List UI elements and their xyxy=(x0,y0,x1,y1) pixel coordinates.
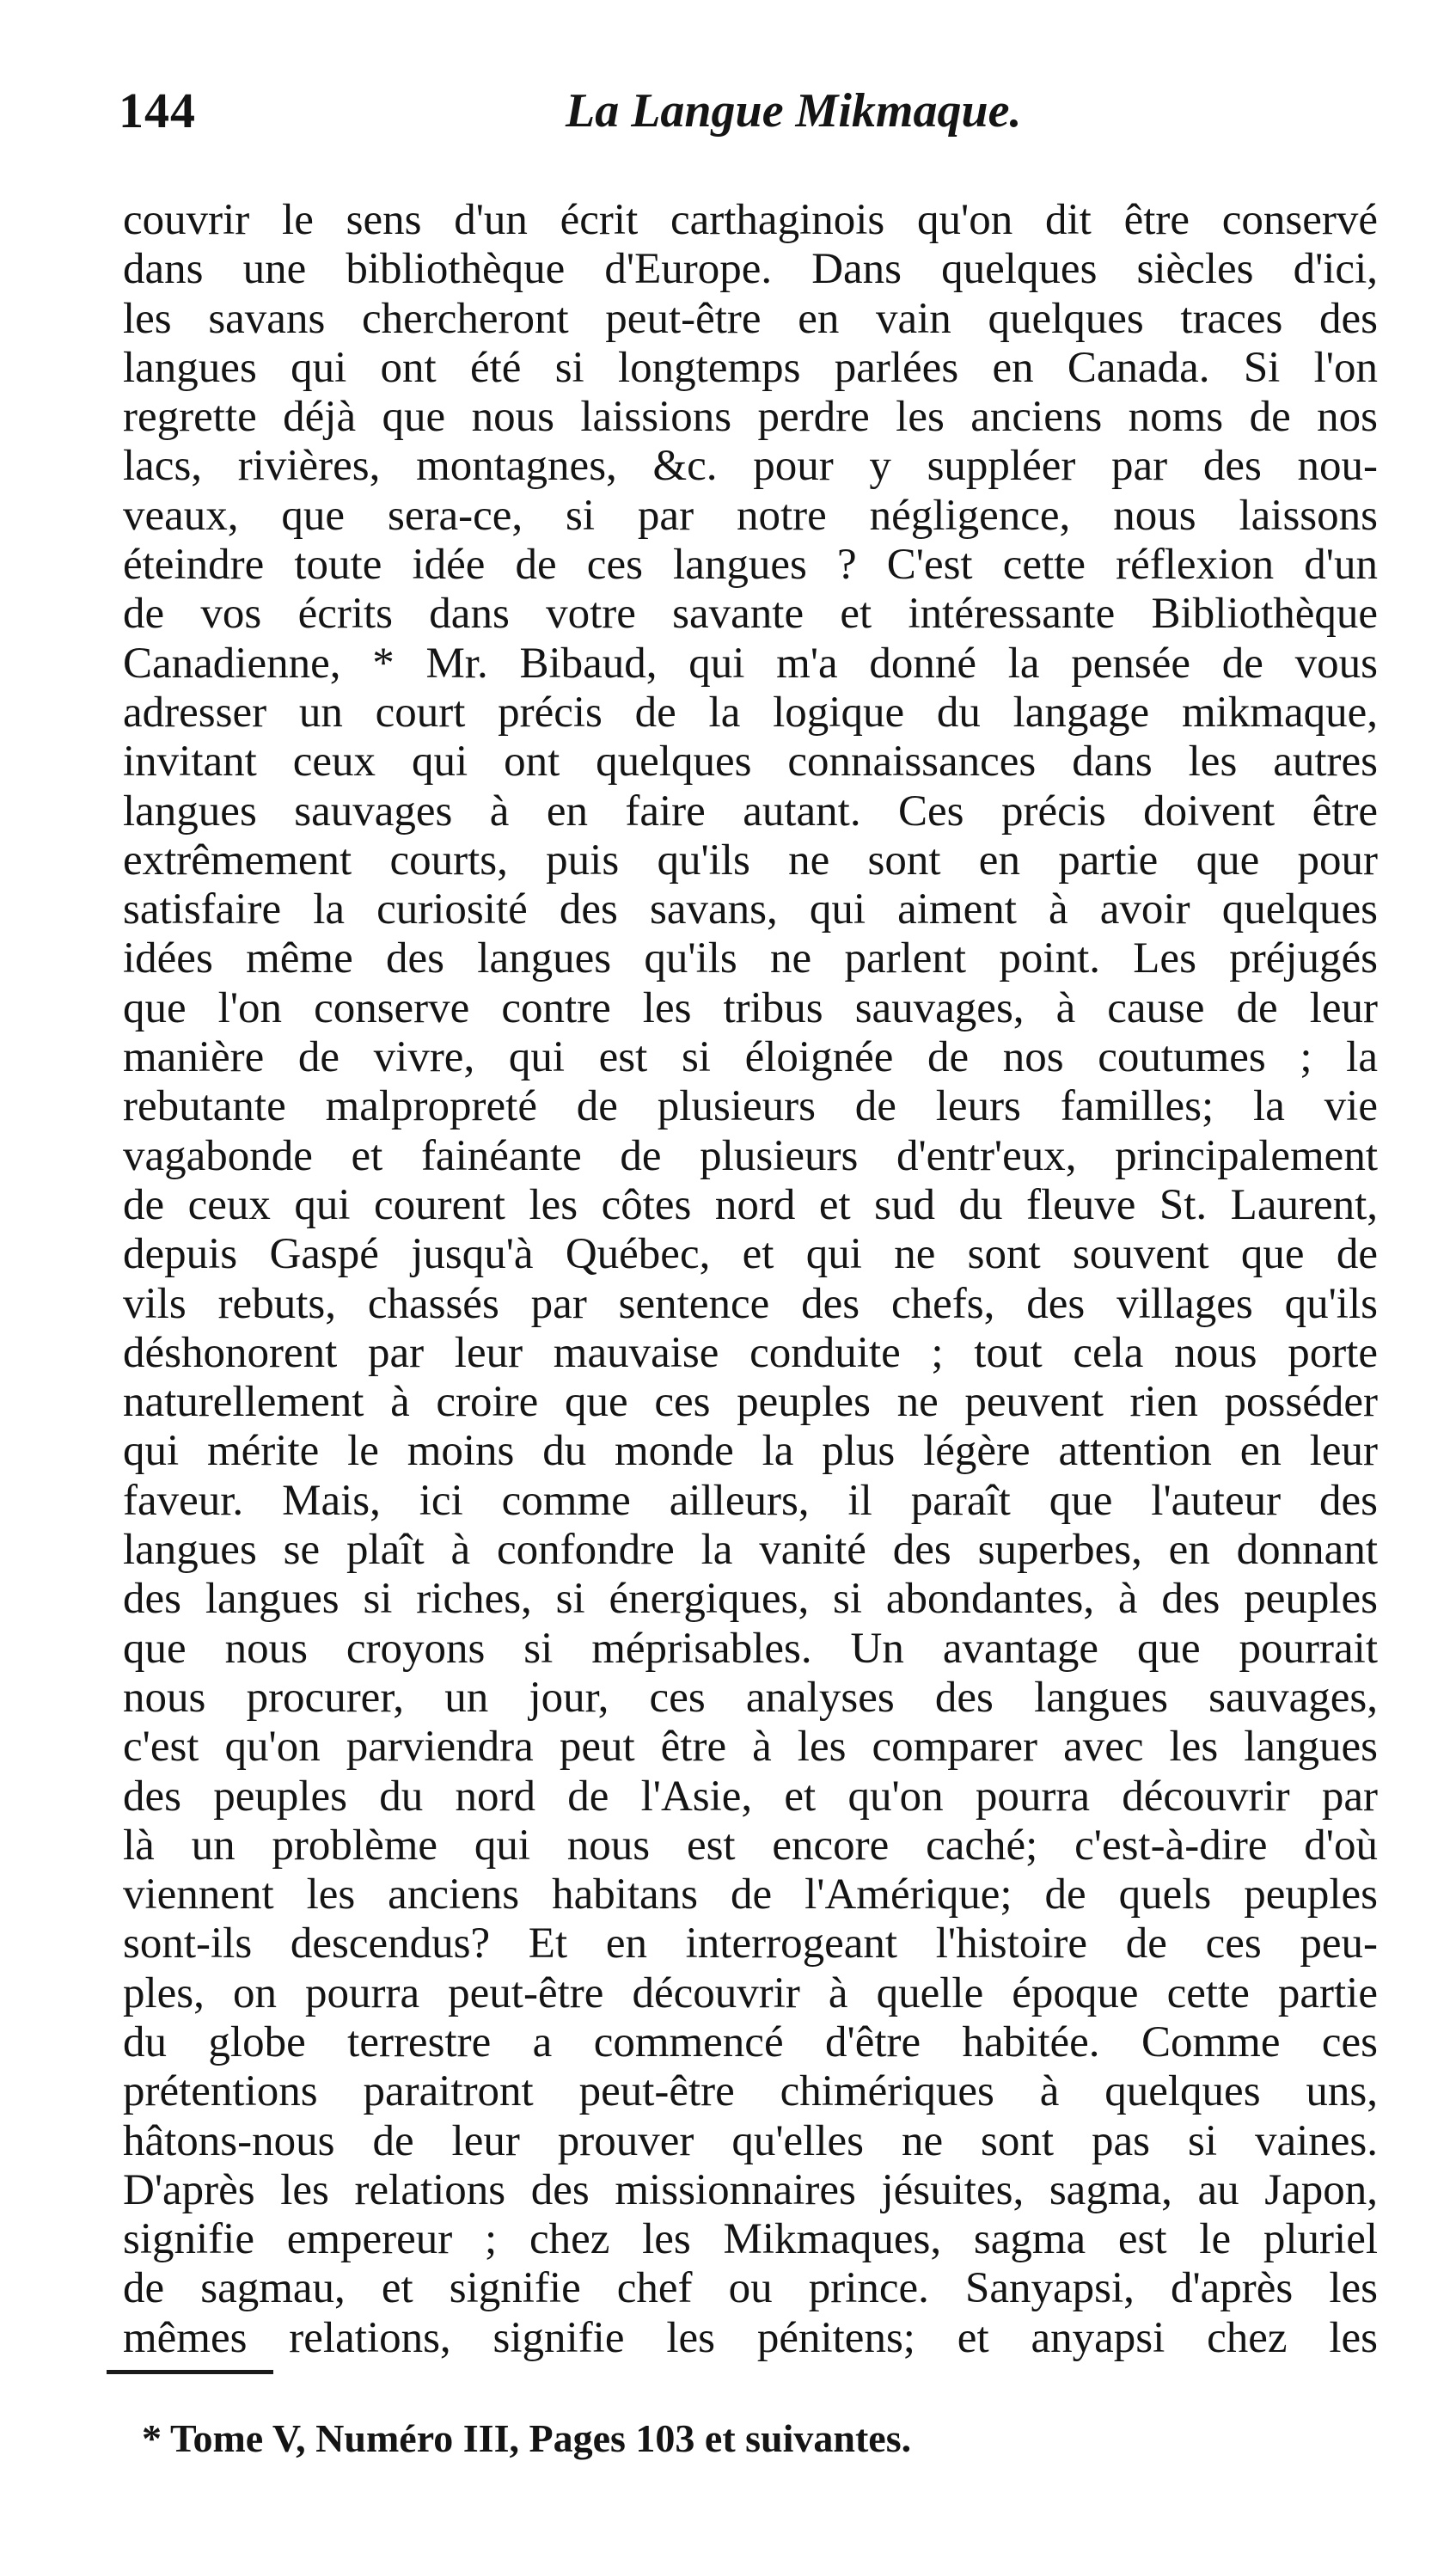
text-line: des langues si riches, si énergiques, si abondantes, à des peuples xyxy=(123,1575,1378,1624)
text-line: nous procurer, un jour, ces analyses des langues sauvages, xyxy=(123,1673,1378,1722)
footnote-rule xyxy=(107,2370,273,2374)
footnote xyxy=(142,2415,911,2461)
text-line: signifie empereur ; chez les Mikmaques, sagma est le pluriel xyxy=(123,2215,1378,2264)
running-header xyxy=(119,82,1408,150)
text-line: adresser un court précis de la logique du langage mikmaque, xyxy=(123,688,1378,737)
text-line: mêmes relations, signifie les pénitens; et anyapsi chez les xyxy=(123,2313,1378,2362)
text-line: qui mérite le moins du monde la plus légère attention en leur xyxy=(123,1427,1378,1476)
text-line: lacs, rivières, montagnes, &c. pour y suppléer par des nou- xyxy=(123,442,1378,491)
text-line: extrêmement courts, puis qu'ils ne sont en partie que pour xyxy=(123,836,1378,885)
text-line: depuis Gaspé jusqu'à Québec, et qui ne sont souvent que de xyxy=(123,1230,1378,1279)
footnote-marker: * xyxy=(142,2416,162,2460)
text-line: rebutante malpropreté de plusieurs de leurs familles; la vie xyxy=(123,1082,1378,1131)
text-line: idées même des langues qu'ils ne parlent point. Les préjugés xyxy=(123,934,1378,983)
text-line: veaux, que sera-ce, si par notre négligence, nous laissons xyxy=(123,491,1378,540)
text-line: viennent les anciens habitans de l'Amérique; de quels peuples xyxy=(123,1870,1378,1919)
footnote-text: Tome V, Numéro III, Pages 103 et suivantes. xyxy=(170,2416,912,2460)
text-line: invitant ceux qui ont quelques connaissances dans les autres xyxy=(123,738,1378,787)
text-line: regrette déjà que nous laissions perdre les anciens noms de nos xyxy=(123,393,1378,442)
text-line: Canadienne, * Mr. Bibaud, qui m'a donné la pensée de vous xyxy=(123,639,1378,688)
text-line: satisfaire la curiosité des savans, qui aiment à avoir quelques xyxy=(123,885,1378,934)
text-line: déshonorent par leur mauvaise conduite ; tout cela nous porte xyxy=(123,1328,1378,1377)
text-line: prétentions paraitront peut-être chimériques à quelques uns, xyxy=(123,2067,1378,2116)
text-line: éteindre toute idée de ces langues ? C'est cette réflexion d'un xyxy=(123,541,1378,590)
text-line: faveur. Mais, ici comme ailleurs, il paraît que l'auteur des xyxy=(123,1476,1378,1525)
text-line: vils rebuts, chassés par sentence des chefs, des villages qu'ils xyxy=(123,1279,1378,1328)
text-line: des peuples du nord de l'Asie, et qu'on pourra découvrir par xyxy=(123,1772,1378,1821)
text-line: du globe terrestre a commencé d'être habitée. Comme ces xyxy=(123,2017,1378,2066)
text-line: vagabonde et fainéante de plusieurs d'entr'eux, principalement xyxy=(123,1131,1378,1180)
text-line: langues sauvages à en faire autant. Ces précis doivent être xyxy=(123,787,1378,836)
text-line: de sagmau, et signifie chef ou prince. Sanyapsi, d'après les xyxy=(123,2264,1378,2313)
running-title: La Langue Mikmaque. xyxy=(566,84,1022,138)
text-line: c'est qu'on parviendra peut être à les comparer avec les langues xyxy=(123,1723,1378,1772)
text-line: que nous croyons si méprisables. Un avantage que pourrait xyxy=(123,1624,1378,1673)
page-number: 144 xyxy=(119,83,196,138)
text-line: ples, on pourra peut-être découvrir à quelle époque cette partie xyxy=(123,1968,1378,2017)
text-line: sont-ils descendus? Et en interrogeant l'histoire de ces peu- xyxy=(123,1919,1378,1968)
text-line: D'après les relations des missionnaires jésuites, sagma, au Japon, xyxy=(123,2165,1378,2214)
text-line: de ceux qui courent les côtes nord et sud du fleuve St. Laurent, xyxy=(123,1180,1378,1229)
text-line: de vos écrits dans votre savante et intéressante Bibliothèque xyxy=(123,590,1378,639)
text-line: hâtons-nous de leur prouver qu'elles ne sont pas si vaines. xyxy=(123,2116,1378,2165)
text-line: naturellement à croire que ces peuples ne peuvent rien posséder xyxy=(123,1378,1378,1427)
text-line: langues se plaît à confondre la vanité des superbes, en donnant xyxy=(123,1526,1378,1575)
text-line: les savans chercheront peut-être en vain quelques traces des xyxy=(123,294,1378,343)
text-line: manière de vivre, qui est si éloignée de nos coutumes ; la xyxy=(123,1033,1378,1082)
text-line: là un problème qui nous est encore caché; c'est-à-dire d'où xyxy=(123,1821,1378,1870)
text-line: couvrir le sens d'un écrit carthaginois qu'on dit être conservé xyxy=(123,196,1378,244)
text-line: dans une bibliothèque d'Europe. Dans quelques siècles d'ici, xyxy=(123,245,1378,294)
body-text xyxy=(123,196,1378,2363)
text-line: langues qui ont été si longtemps parlées en Canada. Si l'on xyxy=(123,343,1378,392)
text-line: que l'on conserve contre les tribus sauvages, à cause de leur xyxy=(123,983,1378,1032)
